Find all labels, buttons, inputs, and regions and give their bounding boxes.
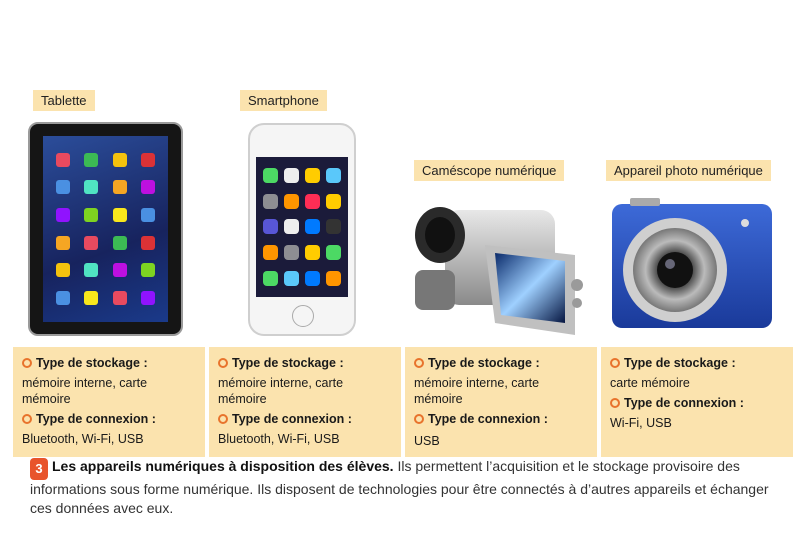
storage-heading: Type de stockage :: [610, 355, 784, 371]
camera-label: Appareil photo numérique: [606, 160, 771, 181]
caption-text: Ils permettent l’acquisition et le stockage provisoire des informations sous forme numérique. Ils disposent de technologies pour être connectés à d’autres appareils et échanger ces données avec eux.: [30, 458, 769, 516]
bullet-icon: [22, 414, 32, 424]
figure-caption: [30, 457, 770, 518]
tablet-image: [28, 122, 183, 336]
connection-heading: Type de connexion :: [414, 411, 588, 427]
storage-heading: Type de stockage :: [22, 355, 196, 371]
smartphone-info-box: [209, 347, 401, 457]
storage-value: mémoire interne, carte mémoire: [218, 376, 344, 406]
smartphone-screen: [256, 157, 348, 297]
connection-heading: Type de connexion :: [22, 411, 196, 427]
camera-image: [610, 198, 776, 334]
camera-info-box: [601, 347, 793, 457]
storage-value: carte mémoire: [610, 376, 690, 390]
connection-value: USB: [414, 434, 440, 448]
figure-number-badge: 3: [30, 458, 48, 480]
camcorder-info-box: [405, 347, 597, 457]
caption-title: Les appareils numériques à disposition des élèves.: [52, 458, 394, 474]
smartphone-image: [248, 123, 356, 336]
bullet-icon: [218, 414, 228, 424]
bullet-icon: [610, 398, 620, 408]
connection-heading: Type de connexion :: [610, 395, 784, 411]
bullet-icon: [22, 358, 32, 368]
camcorder-image: [405, 195, 595, 340]
storage-heading: Type de stockage :: [218, 355, 392, 371]
home-button-icon: [292, 305, 314, 327]
storage-value: mémoire interne, carte mémoire: [22, 376, 148, 406]
connection-value: Bluetooth, Wi-Fi, USB: [218, 432, 340, 446]
connection-heading: Type de connexion :: [218, 411, 392, 427]
storage-value: mémoire interne, carte mémoire: [414, 376, 540, 406]
smartphone-label: Smartphone: [240, 90, 327, 111]
bullet-icon: [218, 358, 228, 368]
tablet-info-box: [13, 347, 205, 457]
storage-heading: Type de stockage :: [414, 355, 588, 371]
connection-value: Bluetooth, Wi-Fi, USB: [22, 432, 144, 446]
tablet-screen: [43, 136, 168, 322]
connection-value: Wi-Fi, USB: [610, 416, 672, 430]
camcorder-label: Caméscope numérique: [414, 160, 564, 181]
bullet-icon: [414, 414, 424, 424]
bullet-icon: [414, 358, 424, 368]
bullet-icon: [610, 358, 620, 368]
tablet-label: Tablette: [33, 90, 95, 111]
